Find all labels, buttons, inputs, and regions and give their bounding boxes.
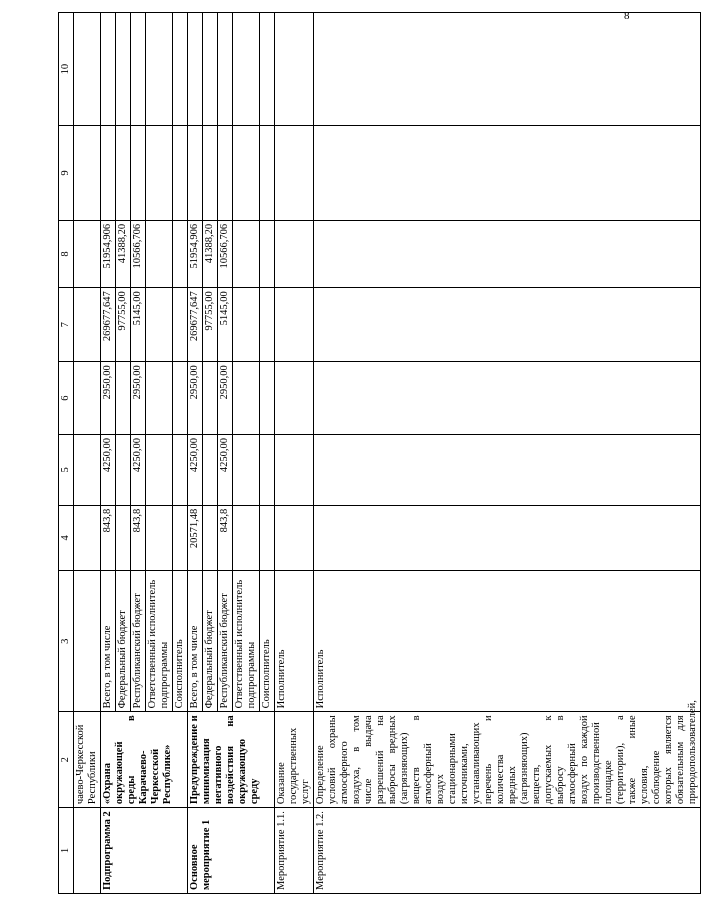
value-cell: 97755,00 [203,288,218,362]
value-cell [314,505,701,570]
value-cell: 2950,00 [218,362,233,435]
value-cell: 41388,20 [116,220,131,287]
funding-source: Республиканский бюджет [218,570,233,711]
value-cell [260,505,275,570]
value-cell: 51954,906 [101,220,116,287]
value-cell [146,288,173,362]
value-cell [146,126,173,221]
value-cell [260,220,275,287]
value-cell [314,362,701,435]
value-cell [275,505,314,570]
value-cell [146,435,173,506]
value-cell: 10566,706 [131,220,146,287]
value-cell [233,362,260,435]
value-cell [101,126,116,221]
value-cell [203,362,218,435]
funding-source: Ответственный исполнитель подпрограммы [233,570,260,711]
value-cell [260,362,275,435]
column-header: 1 [59,808,74,894]
value-cell [173,13,188,126]
table-cell [74,13,101,126]
value-cell [275,435,314,506]
column-header: 10 [59,13,74,126]
funding-source: Всего, в том числе [101,570,116,711]
table-cell [74,808,101,894]
activity-title: Определение условий охраны атмосферного воздуха, в том числе выдача разрешений на выбросы вредных (загрязняющих) веществ в атмосферный воздух стационарными источниками, устанавливающих перечень и количества вредных (загрязняющих) веществ, допускаемых к выбросу в атмосферный воздух по каждой производственной площадке (территории), а также иные условия, соблюдение которых является обязательным для природопользователей, [314,712,701,808]
table-cell [74,570,101,711]
value-cell: 4250,00 [218,435,233,506]
value-cell [116,362,131,435]
value-cell [146,362,173,435]
column-header: 5 [59,435,74,506]
value-cell [275,362,314,435]
value-cell: 843,8 [218,505,233,570]
value-cell [116,126,131,221]
value-cell: 269677,647 [101,288,116,362]
value-cell: 4250,00 [188,435,203,506]
column-header: 8 [59,220,74,287]
value-cell [203,13,218,126]
main-activity-label: Основное мероприятие 1 [188,808,275,894]
value-cell: 20571,48 [188,505,203,570]
table-cell [74,288,101,362]
value-cell [131,13,146,126]
program-name-cell: чаево-Черкесской Республики [74,712,101,808]
funding-source: Всего, в том числе [188,570,203,711]
table-row [314,13,701,894]
header-row [59,13,74,894]
value-cell: 4250,00 [101,435,116,506]
value-cell [314,13,701,126]
rotated-table-wrapper [58,12,698,894]
value-cell: 5145,00 [218,288,233,362]
funding-source: Соисполнитель [260,570,275,711]
subprogram-label: Подпрограмма 2 [101,808,188,894]
value-cell [233,505,260,570]
subprogram-title: «Охрана окружающей среды в Карачаево-Черкесской Республике» [101,712,188,808]
value-cell: 2950,00 [131,362,146,435]
funding-source: Республиканский бюджет [131,570,146,711]
column-header: 4 [59,505,74,570]
funding-source: Федеральный бюджет [116,570,131,711]
value-cell [116,13,131,126]
value-cell [314,126,701,221]
value-cell: 843,8 [101,505,116,570]
funding-source: Ответственный исполнитель подпрограммы [146,570,173,711]
value-cell [275,126,314,221]
column-header: 9 [59,126,74,221]
value-cell: 2950,00 [188,362,203,435]
value-cell [260,13,275,126]
value-cell [218,13,233,126]
value-cell [233,288,260,362]
value-cell [146,13,173,126]
value-cell [314,288,701,362]
value-cell: 843,8 [131,505,146,570]
value-cell [233,435,260,506]
column-header: 3 [59,570,74,711]
value-cell: 2950,00 [101,362,116,435]
value-cell [260,126,275,221]
value-cell [116,505,131,570]
value-cell [173,126,188,221]
value-cell [233,126,260,221]
main-activity-title: Предупреждение и минимизация негативного воздействия на окружающую среду [188,712,275,808]
value-cell [275,220,314,287]
table-row [101,13,116,894]
value-cell [233,13,260,126]
value-cell [173,505,188,570]
value-cell [203,505,218,570]
value-cell: 97755,00 [116,288,131,362]
table-cell [74,435,101,506]
value-cell [188,13,203,126]
value-cell [146,220,173,287]
column-header: 6 [59,362,74,435]
funding-source: Исполнитель [314,570,701,711]
value-cell: 10566,706 [218,220,233,287]
value-cell: 41388,20 [203,220,218,287]
table-cell [74,220,101,287]
value-cell [314,220,701,287]
value-cell [146,505,173,570]
value-cell [101,13,116,126]
value-cell [275,13,314,126]
value-cell [188,126,203,221]
page-number: 8 [624,10,630,22]
table-cell [74,362,101,435]
value-cell [173,220,188,287]
value-cell: 51954,906 [188,220,203,287]
value-cell [275,288,314,362]
activity-label: Мероприятие 1.2. [314,808,701,894]
table-cell [74,505,101,570]
value-cell [314,435,701,506]
value-cell [116,435,131,506]
value-cell [173,435,188,506]
table-row [74,13,101,894]
table-row [188,13,203,894]
value-cell [173,288,188,362]
budget-table [58,12,701,894]
value-cell [131,126,146,221]
value-cell [233,220,260,287]
table-row [275,13,314,894]
funding-source: Исполнитель [275,570,314,711]
value-cell [260,288,275,362]
column-header: 2 [59,712,74,808]
activity-label: Мероприятие 1.1. [275,808,314,894]
value-cell [203,435,218,506]
value-cell [260,435,275,506]
value-cell [218,126,233,221]
value-cell [173,362,188,435]
value-cell [203,126,218,221]
value-cell: 5145,00 [131,288,146,362]
funding-source: Соисполнитель [173,570,188,711]
funding-source: Федеральный бюджет [203,570,218,711]
activity-title: Оказание государственных услуг [275,712,314,808]
column-header: 7 [59,288,74,362]
table-cell [74,126,101,221]
value-cell: 269677,647 [188,288,203,362]
value-cell: 4250,00 [131,435,146,506]
